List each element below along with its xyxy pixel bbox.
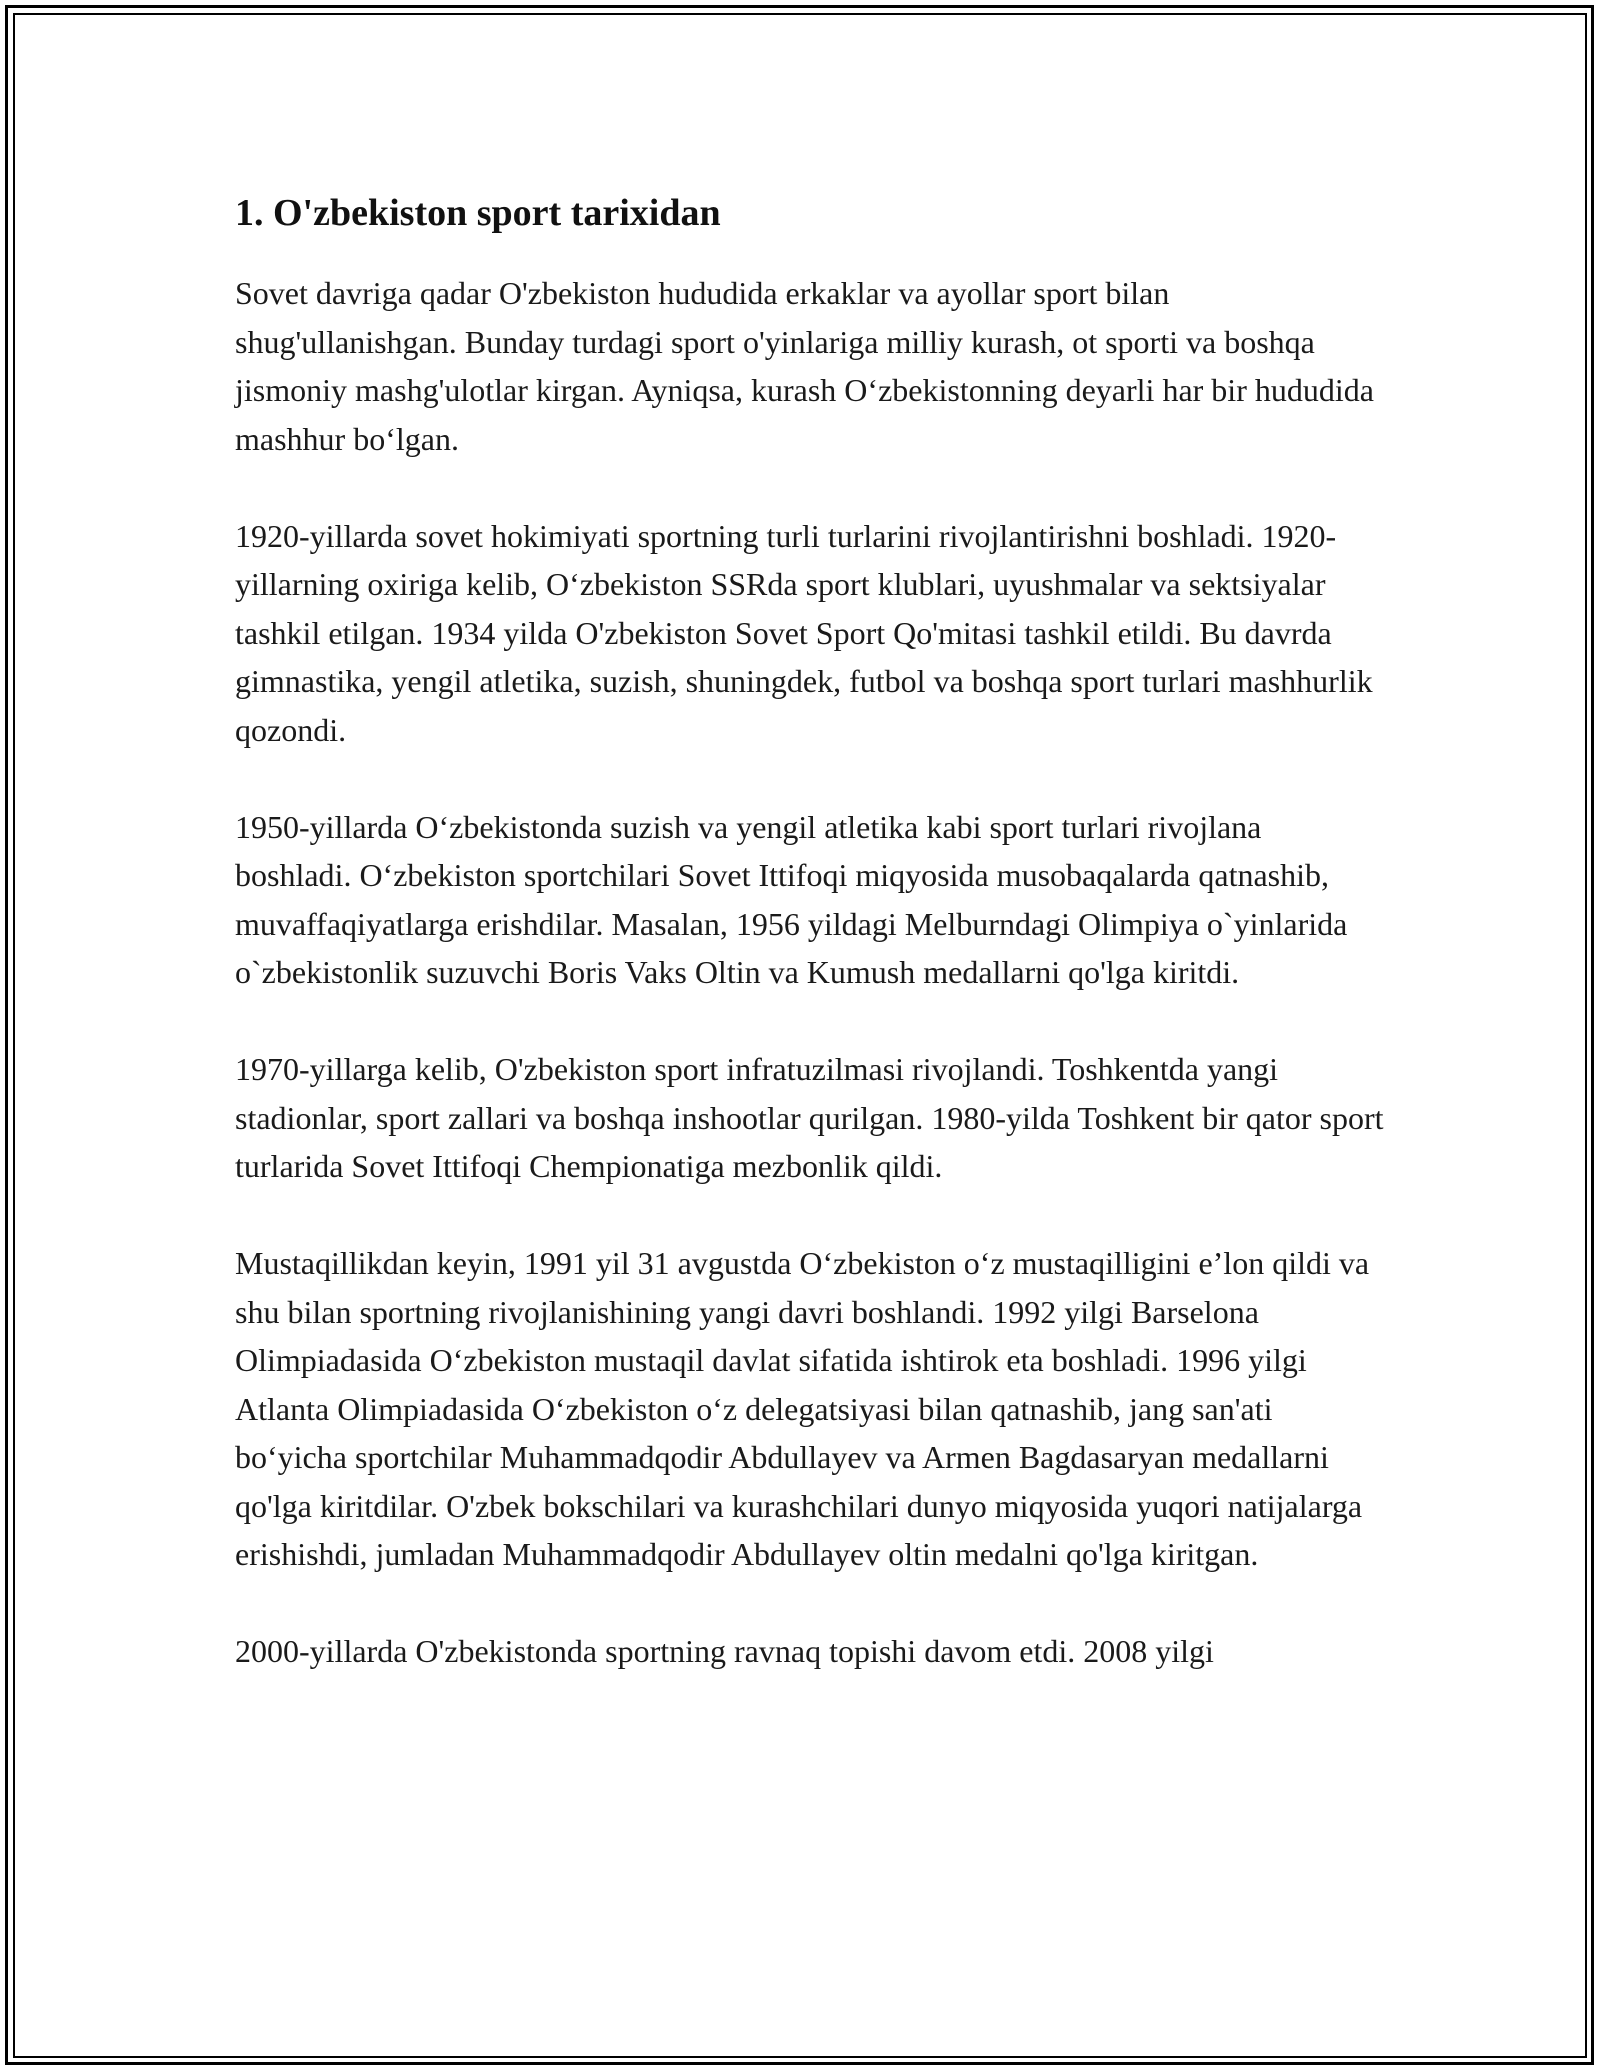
paragraph-2000s: 2000-yillarda O'zbekistonda sportning ravnaq topishi davom etdi. 2008 yilgi: [235, 1633, 1214, 1669]
paragraph-1920s: 1920-yillarda sovet hokimiyati sportning turli turlarini rivojlantirishni boshladi. 1920-yillarning oxiriga kelib, O‘zbekiston SSRda sport klublari, uyushmalar va sektsiyalar tashkil etilgan. 1934 yilda O'zbekiston Sovet Sport Qo'mitasi tashkil etildi. Bu davrda gimnastika, yengil atletika, suzish, shuningdek, futbol va boshqa sport turlari mashhurlik qozondi.: [235, 517, 1373, 748]
paragraph-1950s: 1950-yillarda O‘zbekistonda suzish va yengil atletika kabi sport turlari rivojlana boshladi. O‘zbekiston sportchilari Sovet Ittifoqi miqyosida musobaqalarda qatnashib, muvaffaqiyatlarga erishdilar. Masalan, 1956 yildagi Melburndagi Olimpiya o`yinlarida o`zbekistonlik suzuvchi Boris Vaks Oltin va Kumush medallarni qo'lga kiritdi.: [235, 808, 1348, 990]
document-body: [235, 185, 1385, 1724]
paragraph-1970s: 1970-yillarga kelib, O'zbekiston sport infratuzilmasi rivojlandi. Toshkentda yangi stadionlar, sport zallari va boshqa inshootlar qurilgan. 1980-yilda Toshkent bir qator sport turlarida Sovet Ittifoqi Chempionatiga mezbonlik qildi.: [235, 1051, 1384, 1184]
paragraph-pre-soviet: Sovet davriga qadar O'zbekiston hududida erkaklar va ayollar sport bilan shug'ullanishgan. Bunday turdagi sport o'yinlariga milliy kurash, ot sporti va boshqa jismoniy mashg'ulotlar kirgan. Ayniqsa, kurash O‘zbekistonning deyarli har bir hududida mashhur bo‘lgan.: [235, 275, 1374, 457]
section-heading: 1. O'zbekiston sport tarixidan: [235, 192, 721, 234]
paragraph-independence: Mustaqillikdan keyin, 1991 yil 31 avgustda O‘zbekiston o‘z mustaqilligini e’lon qildi va shu bilan sportning rivojlanishining yangi davri boshlandi. 1992 yilgi Barselona Olimpiadasida O‘zbekiston mustaqil davlat sifatida ishtirok eta boshladi. 1996 yilgi Atlanta Olimpiadasida O‘zbekiston o‘z delegatsiyasi bilan qatnashib, jang san'ati bo‘yicha sportchilar Muhammadqodir Abdullayev va Armen Bagdasaryan medallarni qo'lga kiritdilar. O'zbek bokschilari va kurashchilari dunyo miqyosida yuqori natijalarga erishishdi, jumladan Muhammadqodir Abdullayev oltin medalni qo'lga kiritgan.: [235, 1245, 1370, 1572]
